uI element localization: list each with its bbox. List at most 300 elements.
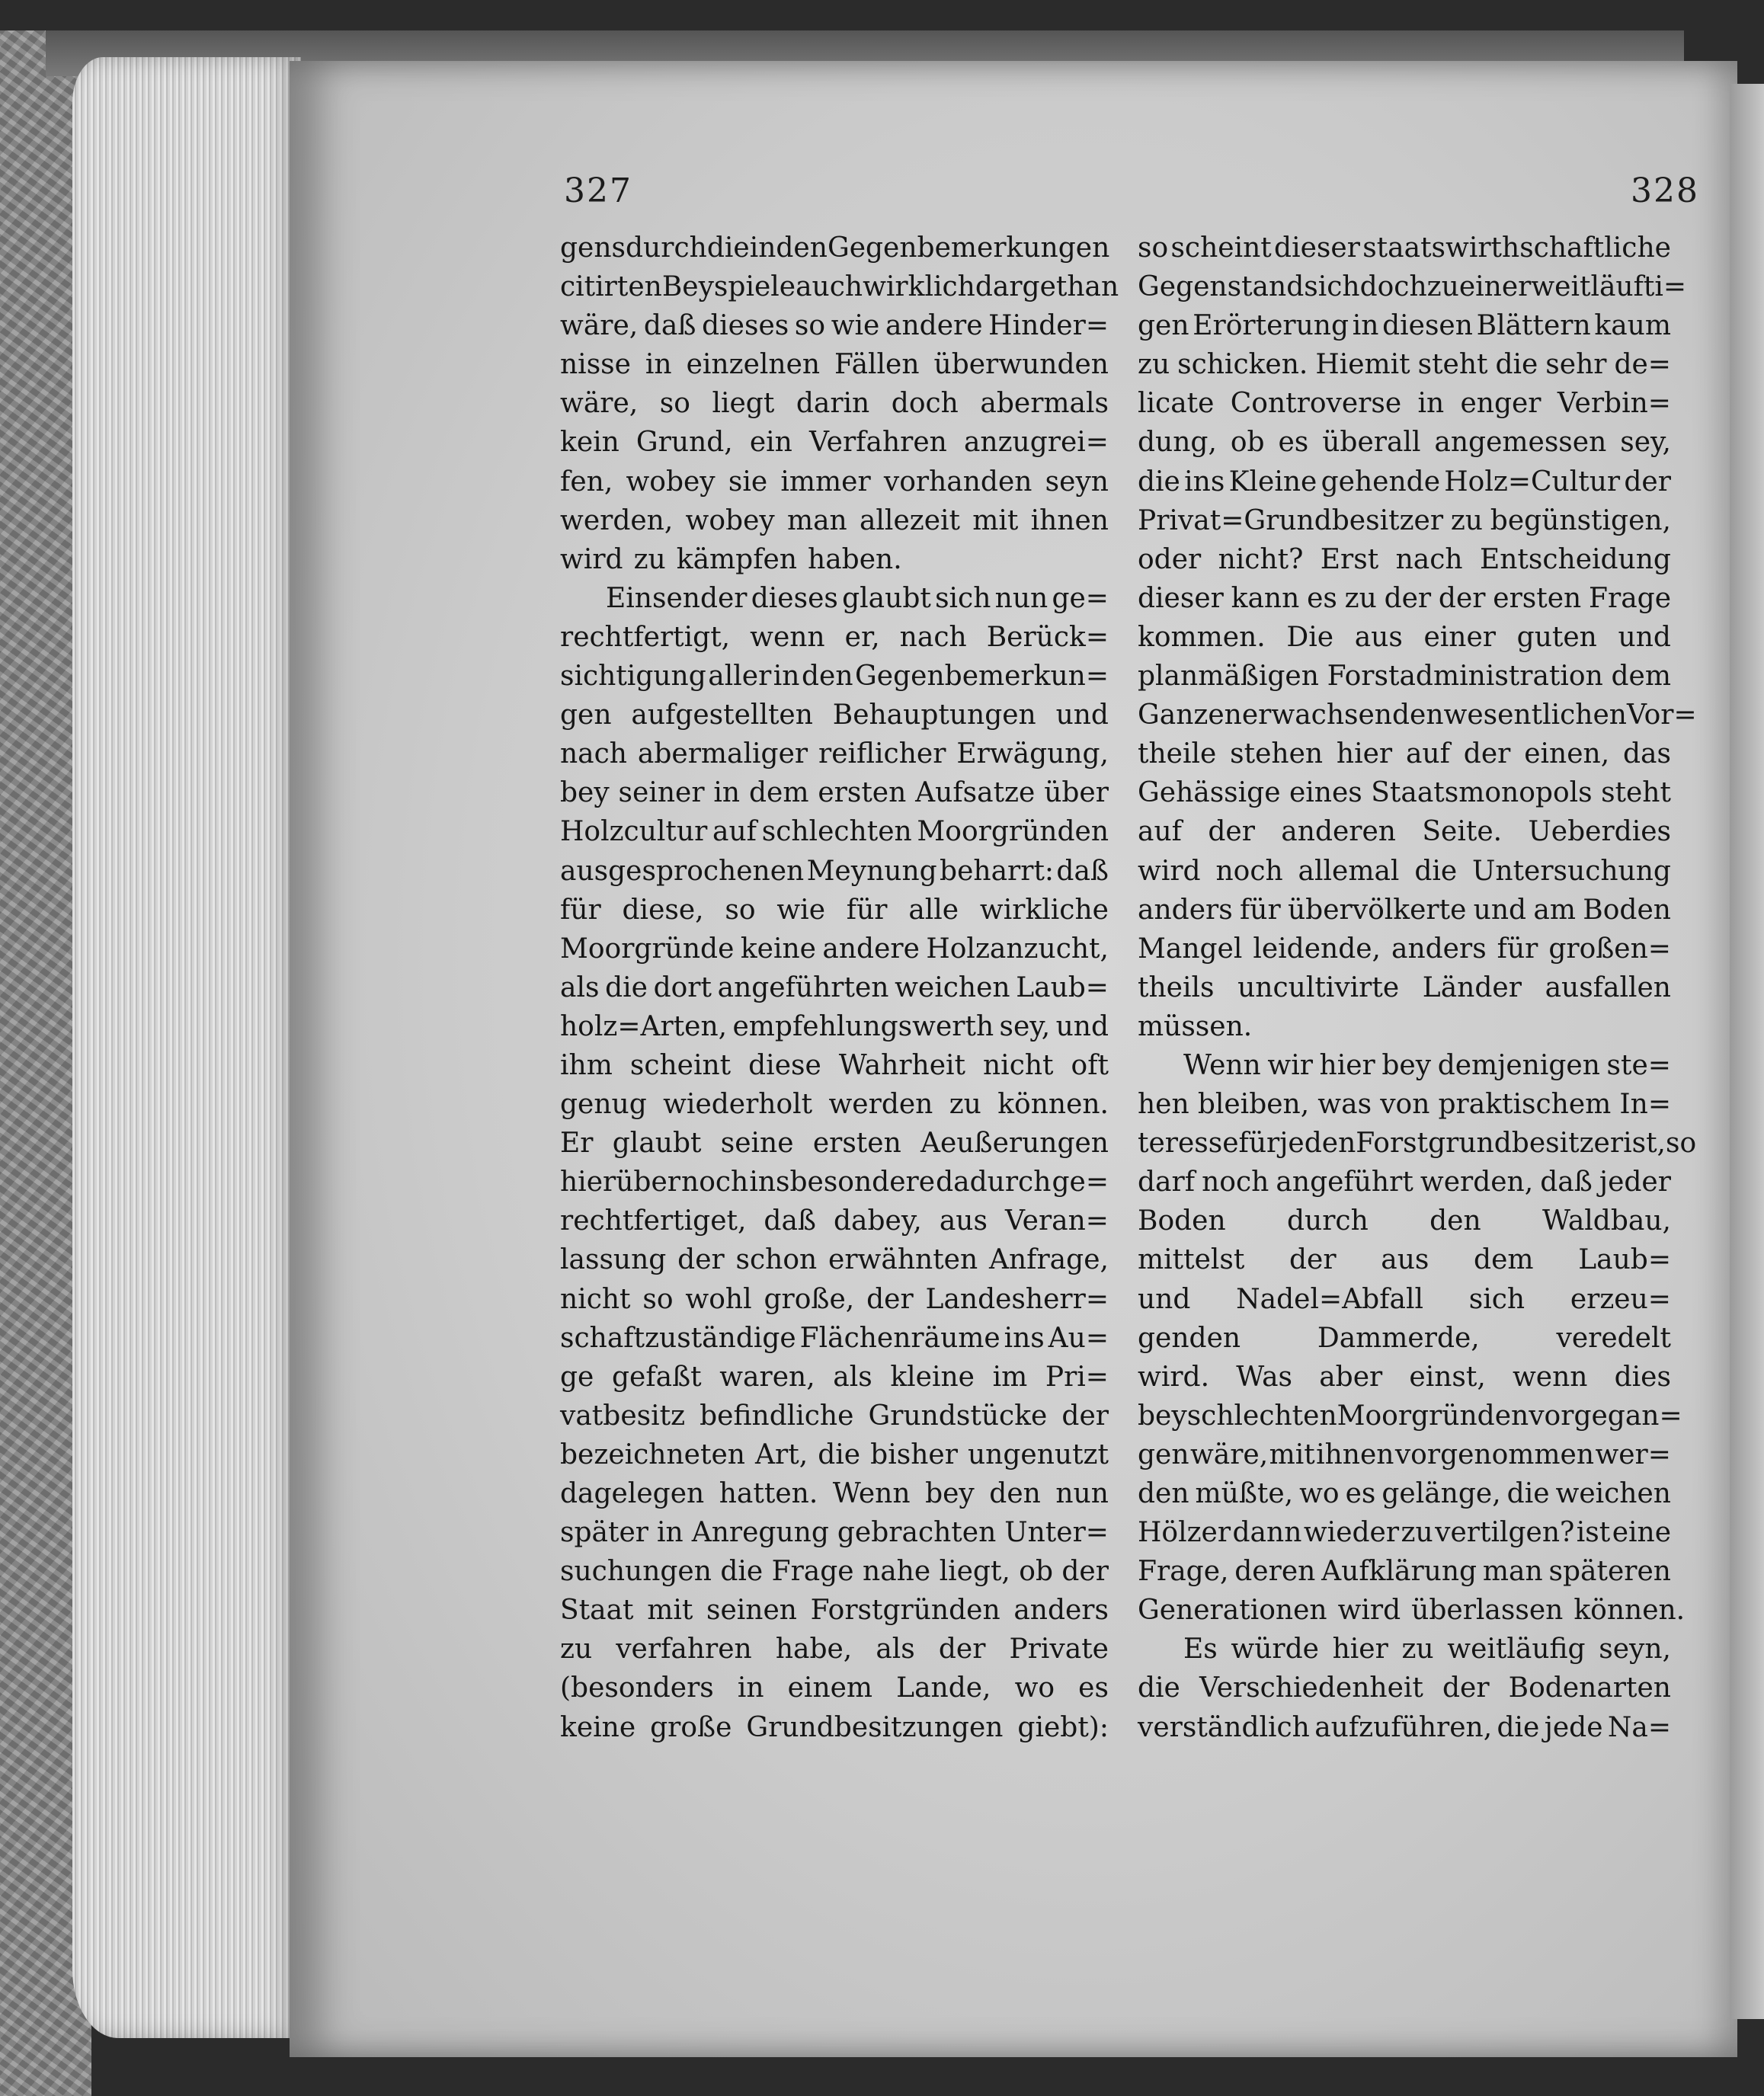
- text-line: [560, 734, 1109, 773]
- word: liegt,: [939, 1556, 1010, 1588]
- text-line: [1138, 891, 1671, 930]
- word: Anfrage,: [988, 1244, 1109, 1276]
- word: dies: [1614, 1361, 1671, 1393]
- word: auf: [1405, 738, 1450, 770]
- word: mittelst: [1138, 1244, 1245, 1276]
- word: kein: [560, 427, 619, 459]
- word: ins: [1004, 1322, 1045, 1354]
- word: Wahrheit: [838, 1049, 965, 1081]
- word: mit: [972, 504, 1019, 536]
- word: nach: [899, 621, 967, 653]
- word: kommen.: [1138, 621, 1266, 653]
- word: noch: [1215, 855, 1283, 887]
- text-line: [560, 1513, 1109, 1552]
- word: einen,: [1524, 738, 1610, 770]
- word: und: [1055, 1010, 1109, 1042]
- word: daß: [764, 1205, 816, 1237]
- word: Ganzen: [1138, 699, 1242, 731]
- text-line: [1138, 773, 1671, 812]
- word: der: [1289, 1244, 1337, 1276]
- word: dargethan: [975, 271, 1119, 303]
- word: die: [1506, 1478, 1550, 1509]
- word: Grundstücke: [868, 1400, 1048, 1432]
- word: der: [1438, 582, 1486, 614]
- word: stehen: [1230, 738, 1324, 770]
- word: und: [1618, 621, 1671, 653]
- text-line: [1138, 384, 1671, 423]
- word: einzelnen: [686, 349, 821, 381]
- word: wie: [831, 310, 880, 342]
- word: Mangel: [1138, 933, 1243, 965]
- word: Berück=: [986, 621, 1109, 653]
- word: für: [1497, 933, 1538, 965]
- word: Staat: [560, 1595, 634, 1627]
- word: erzeu=: [1570, 1283, 1671, 1315]
- text-line: [1138, 345, 1671, 384]
- word: deren: [1234, 1556, 1316, 1588]
- word: der: [1208, 816, 1255, 848]
- text-line: [1138, 812, 1671, 851]
- word: Anregung: [691, 1517, 829, 1549]
- word: wieder: [1303, 1517, 1400, 1549]
- text-line: [560, 1280, 1109, 1319]
- text-line: [560, 1240, 1109, 1279]
- word: müßte,: [1195, 1478, 1294, 1509]
- word: schlechten: [1186, 1400, 1337, 1432]
- text-line: [1138, 1046, 1671, 1085]
- word: Grundbesitzungen: [746, 1711, 1004, 1743]
- text-line: [560, 1085, 1109, 1124]
- word: wirkliche: [979, 894, 1109, 926]
- word: dabey,: [833, 1205, 922, 1237]
- word: vertilgen?: [1435, 1517, 1575, 1549]
- word: ob: [1019, 1556, 1053, 1588]
- word: glaubt: [842, 582, 931, 614]
- word: dieser: [1138, 582, 1224, 614]
- word: erwähnten: [828, 1244, 978, 1276]
- text-line: [1138, 657, 1671, 696]
- word: In=: [1619, 1089, 1671, 1121]
- text-line: [560, 462, 1109, 501]
- word: wird: [560, 543, 623, 575]
- word: Verbin=: [1557, 388, 1671, 420]
- text-line: [1138, 501, 1671, 540]
- word: wohl: [685, 1283, 752, 1315]
- word: ersten: [812, 1128, 901, 1160]
- word: Blättern: [1476, 310, 1591, 342]
- word: angemessen: [1434, 427, 1607, 459]
- text-line: [1138, 267, 1687, 306]
- word: licate: [1138, 388, 1215, 420]
- word: daß: [1056, 855, 1109, 887]
- word: als: [560, 971, 600, 1003]
- word: aus: [939, 1205, 988, 1237]
- word: großen=: [1548, 933, 1671, 965]
- word: der: [1384, 582, 1432, 614]
- word: zu: [560, 1634, 593, 1666]
- word: werden: [828, 1089, 933, 1121]
- word: kleine: [890, 1361, 975, 1393]
- word: Entscheidung: [1479, 543, 1671, 575]
- text-line: [1138, 1397, 1682, 1435]
- word: können.: [997, 1089, 1109, 1121]
- word: durch: [1286, 1205, 1369, 1237]
- text-column-right: [1138, 229, 1697, 1747]
- word: Beyspiele: [661, 271, 796, 303]
- text-line: [560, 618, 1109, 657]
- word: für: [1238, 1128, 1280, 1160]
- word: einer: [1458, 271, 1532, 303]
- word: hierüber: [560, 1166, 680, 1198]
- word: genden: [1138, 1322, 1241, 1354]
- word: nisse: [560, 349, 631, 381]
- word: steht: [1417, 349, 1488, 381]
- word: weichen: [1555, 1478, 1671, 1509]
- word: gefaßt: [611, 1361, 702, 1393]
- word: steht: [1601, 777, 1671, 809]
- word: oft: [1071, 1049, 1109, 1081]
- word: kaum: [1594, 310, 1671, 342]
- word: einer: [1423, 621, 1497, 653]
- text-line: [1138, 696, 1697, 734]
- word: aufzuführen,: [1314, 1711, 1493, 1743]
- word: Fällen: [834, 349, 920, 381]
- word: Hiemit: [1315, 349, 1410, 381]
- word: ihnen: [1030, 504, 1109, 536]
- word: dadurch: [936, 1166, 1052, 1198]
- word: einem: [787, 1672, 873, 1704]
- text-line: [560, 1669, 1109, 1707]
- word: als: [833, 1361, 872, 1393]
- text-line: [1138, 423, 1671, 462]
- word: Untersuchung: [1472, 855, 1671, 887]
- text-line: [560, 1319, 1109, 1358]
- word: Laub=: [1578, 1244, 1671, 1276]
- word: Holz=Cultur: [1444, 466, 1621, 498]
- word: Generationen: [1138, 1595, 1327, 1627]
- word: anzugrei=: [963, 427, 1109, 459]
- word: sie: [728, 466, 768, 498]
- text-line: [1138, 734, 1671, 773]
- word: einst,: [1409, 1361, 1486, 1393]
- word: am: [1533, 894, 1576, 926]
- word: Holzanzucht,: [926, 933, 1109, 965]
- word: gen: [560, 699, 612, 731]
- text-line: [1138, 1552, 1671, 1591]
- word: zu: [1401, 1634, 1434, 1666]
- word: ste=: [1606, 1049, 1671, 1081]
- text-line: [560, 1630, 1109, 1669]
- word: aller: [708, 661, 772, 693]
- word: so: [1665, 1128, 1697, 1160]
- word: schicken.: [1177, 349, 1308, 381]
- word: Erörterung: [1193, 310, 1349, 342]
- word: bisher: [870, 1438, 958, 1470]
- word: jeder: [1599, 1166, 1671, 1198]
- word: die: [1495, 349, 1538, 381]
- word: anderen: [1281, 816, 1396, 848]
- word: wird: [1337, 1595, 1401, 1627]
- word: Dammerde,: [1317, 1322, 1480, 1354]
- text-line: [1138, 1240, 1671, 1279]
- word: den: [802, 661, 853, 693]
- text-line: [1138, 1708, 1671, 1747]
- word: verständlich: [1138, 1711, 1310, 1743]
- word: abermaliger: [637, 738, 808, 770]
- word: im: [992, 1361, 1028, 1393]
- word: ob: [1230, 427, 1265, 459]
- word: beharrt:: [940, 855, 1055, 887]
- word: befindliche: [700, 1400, 854, 1432]
- word: zu: [633, 543, 666, 575]
- word: die: [1138, 1672, 1180, 1704]
- text-line: [560, 812, 1109, 851]
- word: in: [773, 661, 800, 693]
- word: allezeit: [859, 504, 960, 536]
- word: Flächenräume: [799, 1322, 1000, 1354]
- word: den: [776, 232, 828, 264]
- word: hier: [1336, 738, 1393, 770]
- word: übervölkerte: [1288, 894, 1467, 926]
- word: in: [645, 349, 672, 381]
- word: doch: [891, 388, 959, 420]
- word: planmäßigen: [1138, 661, 1319, 693]
- word: rechtfertiget,: [560, 1205, 747, 1237]
- word: Holzcultur: [560, 816, 708, 848]
- word: genug: [560, 1089, 647, 1121]
- word: wir: [1267, 1049, 1313, 1081]
- word: große,: [764, 1283, 855, 1315]
- word: andere: [885, 310, 983, 342]
- word: dem: [1474, 1244, 1534, 1276]
- word: ungenutzt: [967, 1438, 1109, 1470]
- word: wäre,: [560, 310, 639, 342]
- word: wobey: [685, 504, 775, 536]
- word: praktischem: [1438, 1089, 1612, 1121]
- word: diese: [748, 1049, 821, 1081]
- word: bey: [1138, 1400, 1187, 1432]
- text-line: [560, 540, 1109, 579]
- word: darf: [1138, 1166, 1196, 1198]
- word: die: [706, 232, 750, 264]
- word: ge=: [1052, 1166, 1109, 1198]
- text-line: [560, 384, 1109, 423]
- word: sey,: [1620, 427, 1671, 459]
- word: dort: [653, 971, 712, 1003]
- word: daß: [1540, 1166, 1593, 1198]
- word: und: [1055, 699, 1109, 731]
- word: Erwägung,: [956, 738, 1109, 770]
- word: sey,: [999, 1010, 1051, 1042]
- text-line: [560, 1474, 1109, 1513]
- text-line: [1138, 229, 1671, 267]
- word: sich: [1468, 1283, 1525, 1315]
- word: auch: [796, 271, 863, 303]
- word: lassung: [560, 1244, 667, 1276]
- word: der: [1442, 1672, 1490, 1704]
- text-line: [560, 579, 1109, 618]
- text-line: [1138, 306, 1671, 345]
- word: Hinder=: [988, 310, 1109, 342]
- word: Forstgrundbesitzer: [1356, 1128, 1624, 1160]
- word: Privat=Grundbesitzer: [1138, 504, 1444, 536]
- word: dem: [748, 777, 809, 809]
- word: zu: [1426, 271, 1459, 303]
- word: das: [1622, 738, 1671, 770]
- word: insbesondere: [749, 1166, 936, 1198]
- word: so: [642, 1283, 674, 1315]
- word: in: [713, 777, 741, 809]
- text-line: [1138, 1435, 1671, 1474]
- word: bey: [925, 1478, 975, 1509]
- text-line: [560, 773, 1109, 812]
- word: gen: [1138, 1438, 1189, 1470]
- word: seinen: [706, 1595, 797, 1627]
- word: wiederholt: [663, 1089, 813, 1121]
- word: Wenn: [1183, 1049, 1261, 1081]
- word: aufgestellten: [631, 699, 813, 731]
- text-line: [560, 1591, 1109, 1630]
- word: ein: [749, 427, 792, 459]
- word: bezeichneten: [560, 1438, 745, 1470]
- text-line: [1138, 1591, 1686, 1630]
- word: uncultivirte: [1237, 971, 1400, 1003]
- word: seiner: [618, 777, 705, 809]
- word: den: [1138, 1478, 1189, 1509]
- word: wo: [1299, 1478, 1340, 1509]
- word: die: [1138, 466, 1180, 498]
- word: Ueberdies: [1528, 816, 1671, 848]
- word: auf: [1138, 816, 1182, 848]
- word: nahe: [863, 1556, 931, 1588]
- word: in: [737, 1672, 764, 1704]
- word: wenn: [1512, 1361, 1588, 1393]
- word: die: [1497, 1711, 1540, 1743]
- word: Forstadministration: [1327, 661, 1603, 693]
- text-line: [560, 930, 1109, 968]
- text-line: [1138, 618, 1671, 657]
- word: schaftzuständige: [560, 1322, 796, 1354]
- page-number-left: 327: [564, 171, 632, 210]
- word: zu: [1450, 504, 1483, 536]
- word: so: [794, 310, 826, 342]
- word: wie: [776, 894, 825, 926]
- word: weitläufti=: [1531, 271, 1687, 303]
- text-line: [1138, 930, 1671, 968]
- word: Einsender: [606, 582, 748, 614]
- word: so: [659, 388, 690, 420]
- text-line: [560, 657, 1109, 696]
- word: als: [876, 1634, 915, 1666]
- word: und: [1473, 894, 1527, 926]
- word: mit: [647, 1595, 693, 1627]
- word: in: [1417, 388, 1445, 420]
- word: Gegenbemerkungen: [827, 232, 1110, 264]
- word: vorhanden: [883, 466, 1032, 498]
- word: wer=: [1595, 1438, 1671, 1470]
- text-line: [1138, 1319, 1671, 1358]
- text-line: [1138, 1163, 1671, 1202]
- word: guten: [1516, 621, 1597, 653]
- text-line: [560, 501, 1109, 540]
- text-line: [560, 852, 1109, 891]
- word: (besonders: [560, 1672, 714, 1704]
- word: scheint: [1170, 232, 1272, 264]
- text-line: [560, 1007, 1109, 1046]
- word: noch: [681, 1166, 749, 1198]
- word: sehr: [1545, 349, 1607, 381]
- word: Landesherr=: [925, 1283, 1109, 1315]
- word: Waldbau,: [1541, 1205, 1671, 1237]
- text-line: [1138, 1630, 1671, 1669]
- word: ersten: [1493, 582, 1582, 614]
- word: der: [1061, 1400, 1109, 1432]
- word: Au=: [1048, 1322, 1109, 1354]
- word: die: [720, 1556, 764, 1588]
- word: de=: [1614, 349, 1671, 381]
- word: Meynung: [806, 855, 937, 887]
- word: fen,: [560, 466, 613, 498]
- word: aber: [1319, 1361, 1383, 1393]
- word: kämpfen: [676, 543, 798, 575]
- text-line: [560, 423, 1109, 462]
- word: Frage,: [1138, 1556, 1229, 1588]
- word: Wenn: [832, 1478, 911, 1509]
- word: Bodenarten: [1508, 1672, 1671, 1704]
- word: später: [560, 1517, 648, 1549]
- word: auf: [712, 816, 757, 848]
- word: nun: [994, 582, 1048, 614]
- word: ist: [1576, 1517, 1611, 1549]
- word: die: [818, 1438, 861, 1470]
- word: verfahren: [616, 1634, 752, 1666]
- word: glaubt: [612, 1128, 702, 1160]
- word: gelänge,: [1381, 1478, 1501, 1509]
- word: Veran=: [1004, 1205, 1109, 1237]
- word: angeführten: [717, 971, 889, 1003]
- word: citirten: [560, 271, 662, 303]
- word: wird.: [1138, 1361, 1210, 1393]
- text-line: [560, 1202, 1109, 1240]
- word: schlechten: [761, 816, 912, 848]
- word: nicht: [560, 1283, 631, 1315]
- text-line: [1138, 1124, 1697, 1163]
- word: Behauptungen: [832, 699, 1036, 731]
- word: holz=Arten,: [560, 1010, 728, 1042]
- word: sich: [1304, 271, 1360, 303]
- text-line: [560, 1124, 1109, 1163]
- word: habe,: [775, 1634, 853, 1666]
- word: Unter=: [1004, 1517, 1109, 1549]
- word: die: [605, 971, 648, 1003]
- word: bleiben,: [1197, 1089, 1310, 1121]
- word: Moorgründe: [560, 933, 735, 965]
- word: waren,: [719, 1361, 815, 1393]
- text-line: [560, 1397, 1109, 1435]
- text-line: [1138, 1513, 1671, 1552]
- word: Verschiedenheit: [1199, 1672, 1423, 1704]
- word: wird: [1138, 855, 1201, 887]
- word: theile: [1138, 738, 1217, 770]
- word: es: [1345, 1478, 1376, 1509]
- word: zu: [1344, 582, 1377, 614]
- text-line: [560, 696, 1109, 734]
- word: hen: [1138, 1089, 1189, 1121]
- word: dung,: [1138, 427, 1217, 459]
- word: ersten: [818, 777, 907, 809]
- word: anders: [1138, 894, 1233, 926]
- word: dieses: [751, 582, 838, 614]
